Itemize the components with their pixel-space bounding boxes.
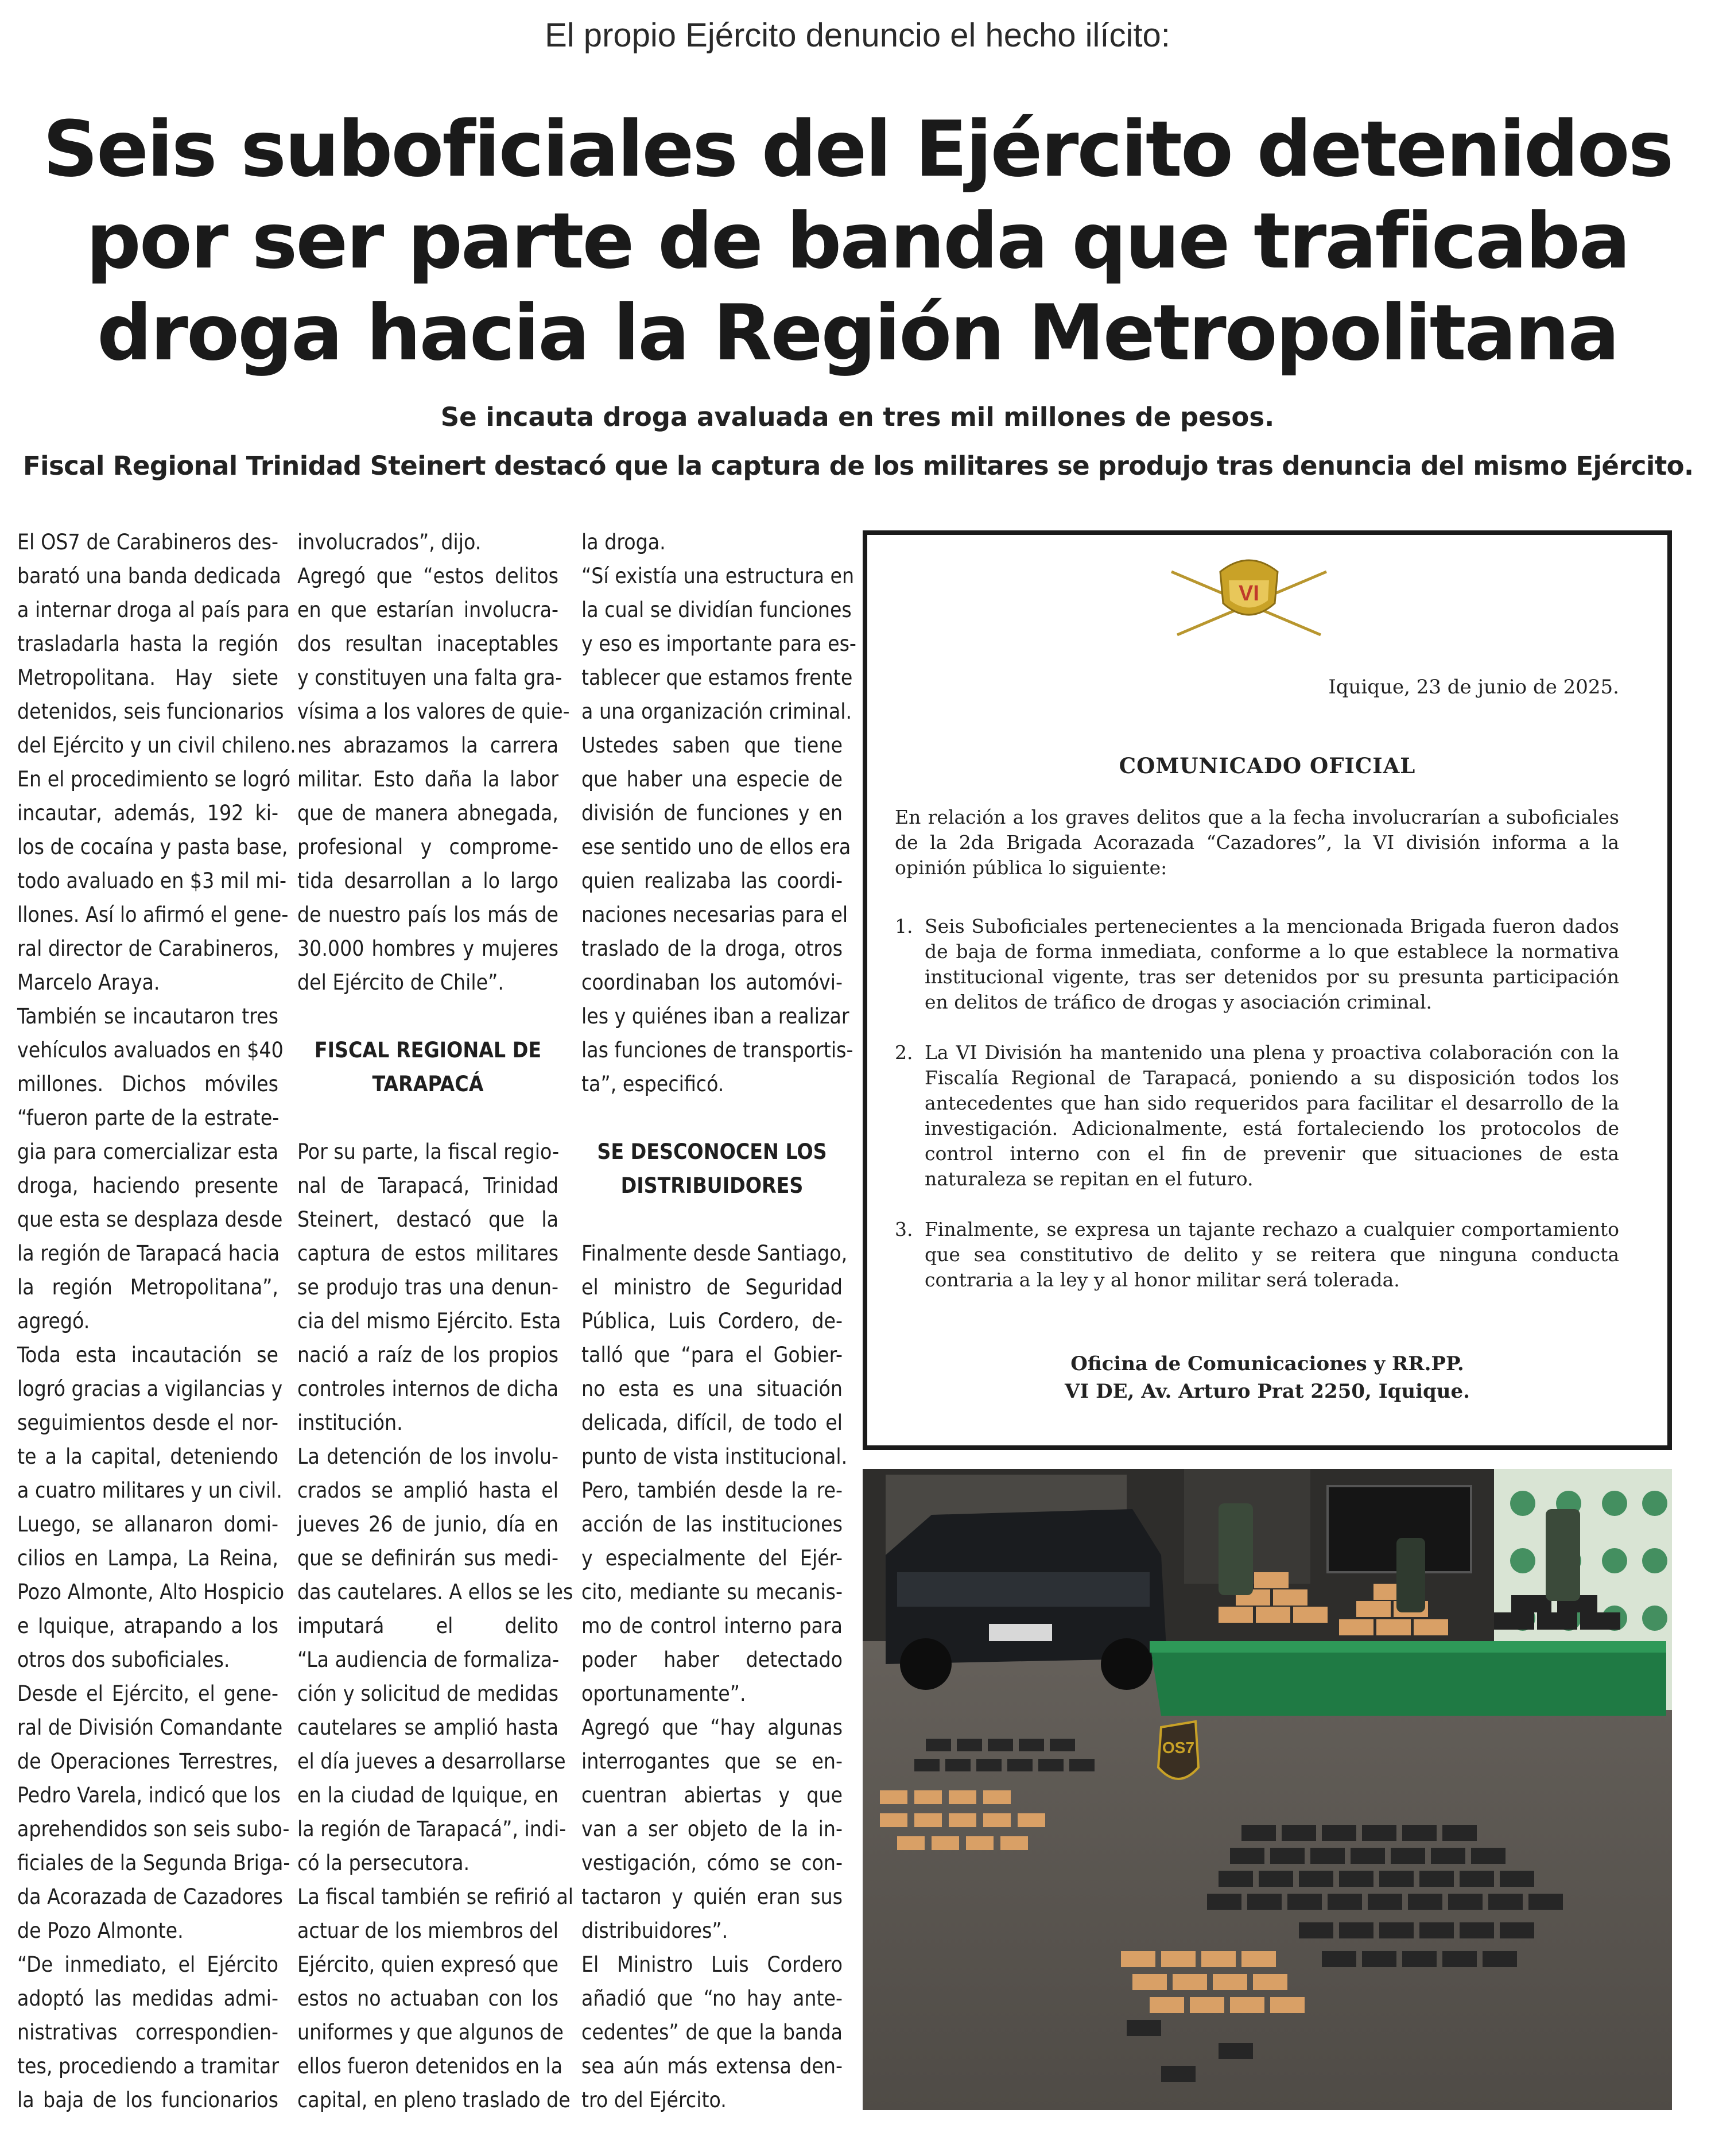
- article-line: controles internos de dicha: [297, 1376, 558, 1401]
- article-line: capital, en pleno traslado de: [297, 2088, 571, 2112]
- article-line: la región Metropolitana”,: [17, 1275, 278, 1300]
- communique-intro: En relación a los graves delitos que a la fecha involucrarían a suboficiales de la 2da Brigada Acorazada “Cazadores”, la VI división informa a la opinión pública lo siguiente:: [895, 806, 1619, 879]
- article-line: distribuidores”.: [581, 1918, 728, 1943]
- article-line: “La audiencia de formaliza-: [297, 1647, 560, 1672]
- article-line: que de manera abnegada,: [297, 801, 558, 825]
- article-line: delicada, difícil, de todo el: [581, 1410, 843, 1435]
- article-line: millones. Dichos móviles: [17, 1072, 278, 1096]
- article-line: tes, procediendo a tramitar: [17, 2054, 280, 2079]
- article-line: Luego, se allanaron domi-: [17, 1512, 278, 1537]
- article-line: Agregó que “estos delitos: [297, 564, 558, 588]
- article-line: uniformes y que algunos de: [297, 2020, 564, 2045]
- article-line: Pozo Almonte, Alto Hospicio: [17, 1580, 285, 1604]
- article-line: cito, mediante su mecanis-: [581, 1580, 843, 1604]
- article-line: la cual se dividían funciones: [581, 598, 852, 622]
- article-line: cautelares se amplió hasta: [297, 1715, 558, 1740]
- article-line: crados se amplió hasta el: [297, 1478, 558, 1503]
- article-line: gia para comercializar esta: [17, 1139, 278, 1164]
- article-line: También se incautaron tres: [17, 1004, 278, 1029]
- article-line: cilios en Lampa, La Reina,: [17, 1546, 278, 1571]
- article-line: la baja de los funcionarios: [17, 2088, 278, 2112]
- communique-title: COMUNICADO OFICIAL: [1119, 753, 1416, 778]
- article-line: que se definirán sus medi-: [297, 1546, 558, 1571]
- item-number: 1.: [895, 915, 913, 937]
- article-line: vestigación, cómo se con-: [581, 1851, 843, 1875]
- article-line: van a ser objeto de la in-: [581, 1817, 843, 1841]
- article-line: ellos fueron detenidos en la: [297, 2054, 563, 2079]
- article-line: otros dos suboficiales.: [17, 1647, 230, 1672]
- article-line: Desde el Ejército, el gene-: [17, 1681, 278, 1706]
- article-line: que haber una especie de: [581, 767, 843, 792]
- article-line: La fiscal también se refirió al: [297, 1884, 573, 1909]
- article-line: del Ejército y un civil chileno.: [17, 733, 296, 758]
- article-line: e Iquique, atrapando a los: [17, 1614, 278, 1638]
- article-line: vísima a los valores de quie-: [297, 699, 570, 724]
- article-line: cedentes” de que la banda: [581, 2020, 843, 2045]
- article-line: ral de División Comandante: [17, 1715, 283, 1740]
- article-line: del Ejército de Chile”.: [297, 970, 504, 995]
- subhead-2: Fiscal Regional Trinidad Steinert destacó que la captura de los militares se produjo tras denuncia del mismo Ejército.: [23, 451, 1694, 481]
- article-line: la región de Tarapacá hacia: [17, 1241, 280, 1266]
- army-division-emblem-icon: [1166, 549, 1332, 641]
- article-line: agregó.: [17, 1309, 90, 1333]
- article-line: Ejército, quien expresó que: [297, 1952, 558, 1977]
- article-line: tida desarrollan a lo largo: [297, 868, 558, 893]
- article-line: La detención de los involu-: [297, 1444, 558, 1469]
- article-line: El OS7 de Carabineros des-: [17, 530, 278, 554]
- os7-badge-label: OS7: [1162, 1739, 1195, 1756]
- communique-item: [895, 1040, 1619, 1192]
- article-line: Pero, también desde la re-: [581, 1478, 843, 1503]
- article-line: punto de vista institucional.: [581, 1444, 848, 1469]
- article-line: Ustedes saben que tiene: [581, 733, 843, 758]
- article-line: Por su parte, la fiscal regio-: [297, 1139, 560, 1164]
- article-line: poder haber detectado: [581, 1647, 843, 1672]
- article-line: el día jueves a desarrollarse: [297, 1749, 566, 1774]
- item-number: 2.: [895, 1041, 913, 1064]
- item-number: 3.: [895, 1218, 913, 1240]
- section-heading-line: TARAPACÁ: [372, 1072, 484, 1096]
- article-line: la droga.: [581, 530, 666, 554]
- kicker: El propio Ejército denuncio el hecho ilícito:: [545, 17, 1170, 54]
- article-line: ta”, especificó.: [581, 1072, 724, 1096]
- article-line: a una organización criminal.: [581, 699, 852, 724]
- article-line: Steinert, destacó que la: [297, 1207, 558, 1232]
- article-line: incautar, además, 192 ki-: [17, 801, 278, 825]
- article-line: tablecer que estamos frente: [581, 665, 853, 690]
- article-line: imputará el delito: [297, 1614, 558, 1638]
- article-line: da Acorazada de Cazadores: [17, 1884, 283, 1909]
- article-column-3: [581, 525, 856, 2117]
- article-line: militar. Esto daña la labor: [297, 767, 558, 792]
- section-heading: [581, 1135, 843, 1203]
- headline: [23, 103, 1692, 379]
- article-line: les y quiénes iban a realizar: [581, 1004, 849, 1029]
- section-heading-line: FISCAL REGIONAL DE: [314, 1038, 542, 1063]
- article-line: naciones necesarias para el: [581, 902, 848, 927]
- item-text: Seis Suboficiales pertenecientes a la mencionada Brigada fueron dados de baja de forma inmediata, conforme a lo que establece la normativa institucional vigente, tras ser detenidos por su presunta participación en delitos de tráfico de drogas y asociación criminal.: [925, 915, 1619, 1013]
- communique-items: [895, 914, 1619, 1318]
- headline-line-1: Seis suboficiales del Ejército detenidos: [42, 104, 1673, 194]
- article-line: ficiales de la Segunda Briga-: [17, 1851, 290, 1875]
- article-line: traslado de la droga, otros: [581, 936, 843, 961]
- article-line: y eso es importante para es-: [581, 631, 856, 656]
- article-line: sea aún más extensa den-: [581, 2054, 843, 2079]
- article-line: tactaron y quién eran sus: [581, 1884, 843, 1909]
- article-line: interrogantes que se en-: [581, 1749, 843, 1774]
- headline-line-2: por ser parte de banda que traficaba: [86, 196, 1629, 286]
- article-line: detenidos, seis funcionarios: [17, 699, 284, 724]
- article-line: captura de estos militares: [297, 1241, 558, 1266]
- article-line: Marcelo Araya.: [17, 970, 160, 995]
- signature-line-1: Oficina de Comunicaciones y RR.PP.: [1070, 1352, 1464, 1375]
- article-line: actuar de los miembros del: [297, 1918, 558, 1943]
- article-line: llones. Así lo afirmó el gene-: [17, 902, 289, 927]
- section-heading: [297, 1033, 558, 1101]
- article-line: droga, haciendo presente: [17, 1173, 278, 1198]
- article-line: de Pozo Almonte.: [17, 1918, 184, 1943]
- article-line: aprehendidos son seis subo-: [17, 1817, 290, 1841]
- article-line: los de cocaína y pasta base,: [17, 835, 288, 859]
- article-line: tro del Ejército.: [581, 2088, 727, 2112]
- article-line: das cautelares. A ellos se les: [297, 1580, 573, 1604]
- article-line: todo avaluado en $3 mil mi-: [17, 868, 287, 893]
- article-line: Agregó que “hay algunas: [581, 1715, 843, 1740]
- article-line: cia del mismo Ejército. Esta: [297, 1309, 561, 1333]
- article-line: estos no actuaban con los: [297, 1986, 558, 2011]
- article-line: a cuatro militares y un civil.: [17, 1478, 282, 1503]
- article-line: dos resultan inaceptables: [297, 631, 558, 656]
- communique-signature: [867, 1350, 1667, 1405]
- article-line: cuentran abiertas y que: [581, 1783, 843, 1808]
- article-line: acción de las instituciones: [581, 1512, 843, 1537]
- article-line: ese sentido uno de ellos era: [581, 835, 851, 859]
- article-line: mo de control interno para: [581, 1614, 843, 1638]
- seizure-photo: [863, 1469, 1672, 2110]
- subhead-1: Se incauta droga avaluada en tres mil millones de pesos.: [440, 402, 1275, 432]
- article-line: Metropolitana. Hay siete: [17, 665, 278, 690]
- article-line: En el procedimiento se logró: [17, 767, 291, 792]
- article-line: quien realizaba las coordi-: [581, 868, 843, 893]
- signature-line-2: VI DE, Av. Arturo Prat 2250, Iquique.: [1065, 1380, 1470, 1403]
- article-line: Finalmente desde Santiago,: [581, 1241, 848, 1266]
- article-line: nes abrazamos la carrera: [297, 733, 558, 758]
- article-line: el ministro de Seguridad: [581, 1275, 843, 1300]
- article-line: ral director de Carabineros,: [17, 936, 280, 961]
- article-line: Pedro Varela, indicó que los: [17, 1783, 281, 1808]
- article-line: jueves 26 de junio, día en: [297, 1512, 558, 1537]
- item-text: La VI División ha mantenido una plena y proactiva colaboración con la Fiscalía Regional de Tarapacá, poniendo a su disposición todos los antecedentes que han sido requeridos para facilitar el desarrollo de la investigación. Adicionalmente, está fortaleciendo los protocolos de control interno con el fin de prevenir que situaciones de esta naturaleza se repitan en el futuro.: [925, 1041, 1619, 1190]
- article-line: seguimientos desde el nor-: [17, 1410, 278, 1435]
- article-column-2: [297, 525, 573, 2117]
- article-line: se produjo tras una denun-: [297, 1275, 558, 1300]
- article-line: “Sí existía una estructura en: [581, 564, 855, 588]
- official-communique: [863, 530, 1672, 1450]
- article-line: adoptó las medidas admi-: [17, 1986, 278, 2011]
- article-line: nació a raíz de los propios: [297, 1343, 558, 1367]
- article-line: añadió que “no hay ante-: [581, 1986, 843, 2011]
- article-line: Pública, Luis Cordero, de-: [581, 1309, 843, 1333]
- article-line: Toda esta incautación se: [17, 1343, 278, 1367]
- article-column-1: [17, 525, 296, 2117]
- article-line: “fueron parte de la estrate-: [17, 1106, 280, 1130]
- article-line: logró gracias a vigilancias y: [17, 1376, 283, 1401]
- communique-item: [895, 914, 1619, 1015]
- article-line: y especialmente del Ejér-: [581, 1546, 843, 1571]
- article-line: institución.: [297, 1410, 403, 1435]
- article-line: involucrados”, dijo.: [297, 530, 482, 554]
- article-line: de Operaciones Terrestres,: [17, 1749, 278, 1774]
- article-line: te a la capital, deteniendo: [17, 1444, 278, 1469]
- article-line: 30.000 hombres y mujeres: [297, 936, 558, 961]
- article-line: que esta se desplaza desde: [17, 1207, 283, 1232]
- article-line: có la persecutora.: [297, 1851, 470, 1875]
- item-text: Finalmente, se expresa un tajante rechazo a cualquier comportamiento que sea constitutivo de delito y se reitera que ninguna conducta contraria a la ley y al honor militar será tolerada.: [925, 1218, 1619, 1291]
- article-line: oportunamente”.: [581, 1681, 746, 1706]
- article-line: y constituyen una falta gra-: [297, 665, 562, 690]
- article-line: nal de Tarapacá, Trinidad: [297, 1173, 558, 1198]
- article-line: coordinaban los automóvi-: [581, 970, 843, 995]
- article-line: ción y solicitud de medidas: [297, 1681, 558, 1706]
- communique-date: Iquique, 23 de junio de 2025.: [1328, 676, 1619, 699]
- article-line: de nuestro país los más de: [297, 902, 558, 927]
- section-heading-line: SE DESCONOCEN LOS: [597, 1139, 827, 1164]
- article-line: en la ciudad de Iquique, en: [297, 1783, 558, 1808]
- article-line: vehículos avaluados en $40: [17, 1038, 284, 1063]
- article-line: trasladarla hasta la región: [17, 631, 278, 656]
- article-line: las funciones de transportis-: [581, 1038, 853, 1063]
- article-line: talló que “para el Gobier-: [581, 1343, 843, 1367]
- article-line: a internar droga al país para: [17, 598, 290, 622]
- article-line: nistrativas correspondien-: [17, 2020, 278, 2045]
- headline-line-3: droga hacia la Región Metropolitana: [97, 288, 1618, 378]
- section-heading-line: DISTRIBUIDORES: [620, 1173, 804, 1198]
- article-line: división de funciones y en: [581, 801, 843, 825]
- article-line: no esta es una situación: [581, 1376, 843, 1401]
- article-line: barató una banda dedicada: [17, 564, 281, 588]
- article-line: en que estarían involucra-: [297, 598, 558, 622]
- communique-item: [895, 1217, 1619, 1293]
- emblem-label: VI: [1239, 581, 1259, 606]
- article-line: profesional y comprome-: [297, 835, 558, 859]
- seizure-photo-illustration: [863, 1469, 1672, 2110]
- article-line: El Ministro Luis Cordero: [581, 1952, 843, 1977]
- article-line: “De inmediato, el Ejército: [17, 1952, 278, 1977]
- article-line: la región de Tarapacá”, indi-: [297, 1817, 567, 1841]
